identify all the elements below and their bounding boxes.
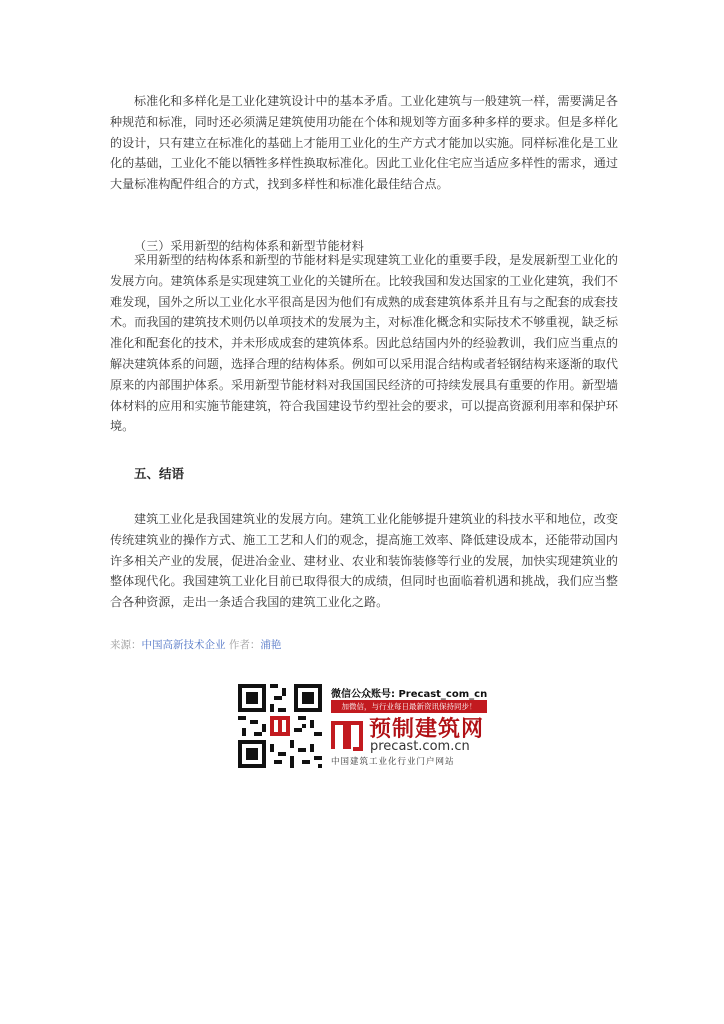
slogan-bar: 加微信，与行业每日最新资讯保持同步！ bbox=[331, 700, 487, 713]
author-link[interactable]: 浦艳 bbox=[260, 639, 282, 651]
wechat-account-title: 微信公众账号: Precast_com_cn bbox=[331, 689, 488, 700]
logo-domain: precast.com.cn bbox=[370, 739, 470, 754]
qr-code-icon bbox=[238, 684, 322, 768]
source-label: 来源： bbox=[110, 639, 142, 651]
logo-chinese-name: 预制建筑网 bbox=[369, 717, 485, 742]
paragraph-new-structural-systems: 采用新型的结构体系和新型的节能材料是实现建筑工业化的重要手段，是发展新型工业化的发展方向。建筑体系是实现建筑工业化的关键所在。比较我国和发达国家的工业化建筑，我们不难发现，国外之所以工业化水平很高是因为他们有成熟的成套建筑体系并且有与之配套的成套技术。而我国的建筑技术则仍以单项技术的发展为主，对标准化概念和实际技术不够重视，缺乏标准化和配套化的技术，并未形成成套的建筑体系。因此总结国内外的经验教训，我们应当重点的解决建筑体系的问题，选择合理的结构体系。例如可以采用混合结构或者轻钢结构来逐渐的取代原来的内部围护体系。采用新型节能材料对我国国民经济的可持续发展具有重要的作用。新型墙体材料的应用和实施节能建筑，符合我国建设节约型社会的要求，可以提高资源利用率和保护环境。 bbox=[110, 253, 618, 434]
paragraph-standardization: 标准化和多样化是工业化建筑设计中的基本矛盾。工业化建筑与一般建筑一样，需要满足各种规范和标准，同时还必须满足建筑使用功能在个体和规划等方面多种多样的要求。但是多样化的设计，只有建立在标准化的基础上才能用工业化的生产方式才能加以实施。同样标准化是工业化的基础，工业化不能以牺牲多样性换取标准化。因此工业化住宅应当适应多样性的需求，通过大量标准构配件组合的方式，找到多样性和标准化最佳结合点。 bbox=[110, 94, 618, 192]
subheading-new-structural-systems: （三）采用新型的结构体系和新型节能材料 bbox=[134, 239, 364, 253]
precast-logo-icon bbox=[331, 717, 365, 751]
paragraph-conclusion: 建筑工业化是我国建筑业的发展方向。建筑工业化能够提升建筑业的科技水平和地位，改变传统建筑业的操作方式、施工工艺和人们的观念，提高施工效率、降低建设成本，还能带动国内许多相关产业的发展，促进冶金业、建材业、农业和装饰装修等行业的发展，加快实现建筑业的整体现代化。我国建筑工业化目前已取得很大的成绩，但同时也面临着机遇和挑战，我们应当整合各种资源，走出一条适合我国的建筑工业化之路。 bbox=[110, 512, 618, 610]
precast-banner[interactable] bbox=[238, 684, 490, 768]
logo-tagline: 中国建筑工业化行业门户网站 bbox=[331, 757, 455, 767]
author-label: 作者： bbox=[228, 639, 261, 651]
source-link[interactable]: 中国高新技术企业 bbox=[141, 639, 226, 651]
section-heading-conclusion: 五、结语 bbox=[134, 466, 185, 481]
source-line bbox=[110, 637, 281, 652]
